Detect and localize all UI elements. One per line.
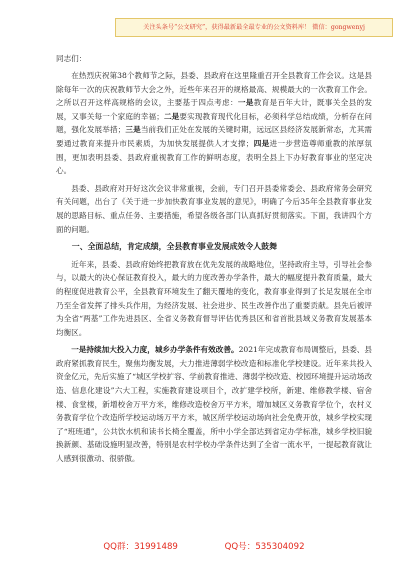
section-heading-1: 一、全面总结，肯定成绩，全县教育事业发展成效令人鼓舞: [71, 242, 277, 252]
document-body: [56, 52, 372, 470]
paragraph-meeting: 县委、县政府对开好这次会议非常重视，会前，专门召开县委常委会、县政府常务会研究有关问题，出台了《关于进一步加快教育事业发展的意见》，明确了今后35年全县教育事业发展的思路目标、重点任务、主要措施，希望各级各部门认真抓好贯彻落实。下面，我讲四个方面的问题。: [56, 183, 372, 234]
point-two-text: 要实现教育现代化目标，必须科学总结成绩，分析存在问题，强化发展举措；: [56, 111, 373, 135]
paragraph-achievements: 近年来，县委、县政府始终把教育放在优先发展的战略地位，坚持政府主导，引导社会参与，以最大的决心保证教育投入，最大的力度改善办学条件，最大的幅度提升教育质量，最大的程度促进教育公平，全县教育环境发生了翻天覆地的变化，教育事业得到了长足发展在全市乃至全省发挥了排头兵作用，为经济发展、社会进步、民生改善作出了重要贡献。县先后被评为全省“两基”工作先进县区、全省义务教育督导评估优秀县区和省首批县域义务教育发展基本均衡区。: [56, 259, 372, 337]
point-one-text: 教育是百年大计，既事关全县的发展，又事关每一个家庭的幸福；: [56, 98, 373, 121]
opening-text: 在热烈庆祝第38个教师节之际，县委、县政府在这里隆重召开全县教育工作会议。这是县除每年一次的庆祝教师节大会之外，近些年来召开的规格最高、规模最大的一次教育工作会。之所以召开这样高规格的会议，主要基于四点考虑：: [56, 71, 372, 108]
investment-text: 2021年完成教育布局调整后，县委、县政府紧抓教育民生，聚焦均衡发展，大力推进薄弱学校改造和标准化学校建设。近年来共投入资金亿元，先后实施了“城区学校扩容、学前教育推进、薄弱学校改造、校园环境提升运动场改造、信息化建设”六大工程，实施教育建设项目个，改扩建学校所，新建、维修教学楼、宿舍楼、食堂楼，新增校舍万平方米，维修改造校舍万平方米，增加城区义务教育学位个，农村义务教育学位个改造所学校运动场万平方米，城区所学校运动场向社会免费开放，城乡学校实现了“班班通”，公共饮水机和读书长椅全覆盖，所中小学全部达到省定办学标准，城乡学校旧貌换新颜、基础设施明显改善，特别是农村学校办学条件达到了全省一流水平，一提起教育就让人感到很激动、很骄傲。: [56, 345, 373, 464]
promo-banner-text: 关注头条号“公文研究”，获得最新最全最专业的公文资料库！ 微信：gongwenyj: [143, 24, 365, 31]
paragraph-investment: [56, 343, 372, 465]
qq-number: QQ号：535304092: [224, 542, 305, 552]
salutation: 同志们：: [56, 54, 87, 63]
point-one-lead: 一是: [237, 98, 254, 108]
promo-banner: [115, 18, 393, 37]
point-three-lead: 三是: [125, 125, 141, 135]
point-two-lead: 二是: [163, 111, 180, 121]
qq-group: QQ群：31991489: [103, 542, 178, 552]
point-four-text: 进一步营造尊师重教的浓厚氛围，更加表明县委、县政府重视教育工作的鲜明态度，表明全县上下办好教育事业的坚定决心。: [56, 138, 373, 176]
investment-lead: 一是持续加大投入力度，城乡办学条件有效改善。: [71, 345, 239, 355]
paragraph-opening: [56, 69, 372, 178]
contact-footer: [0, 540, 408, 552]
point-four-lead: 四是: [253, 138, 270, 148]
point-three-text: 当前我们正处在发展的关键时期，远远区县经济发展新常态，尤其需要通过教育来提升市民素质，为加快发展提供人才支撑；: [56, 125, 373, 148]
